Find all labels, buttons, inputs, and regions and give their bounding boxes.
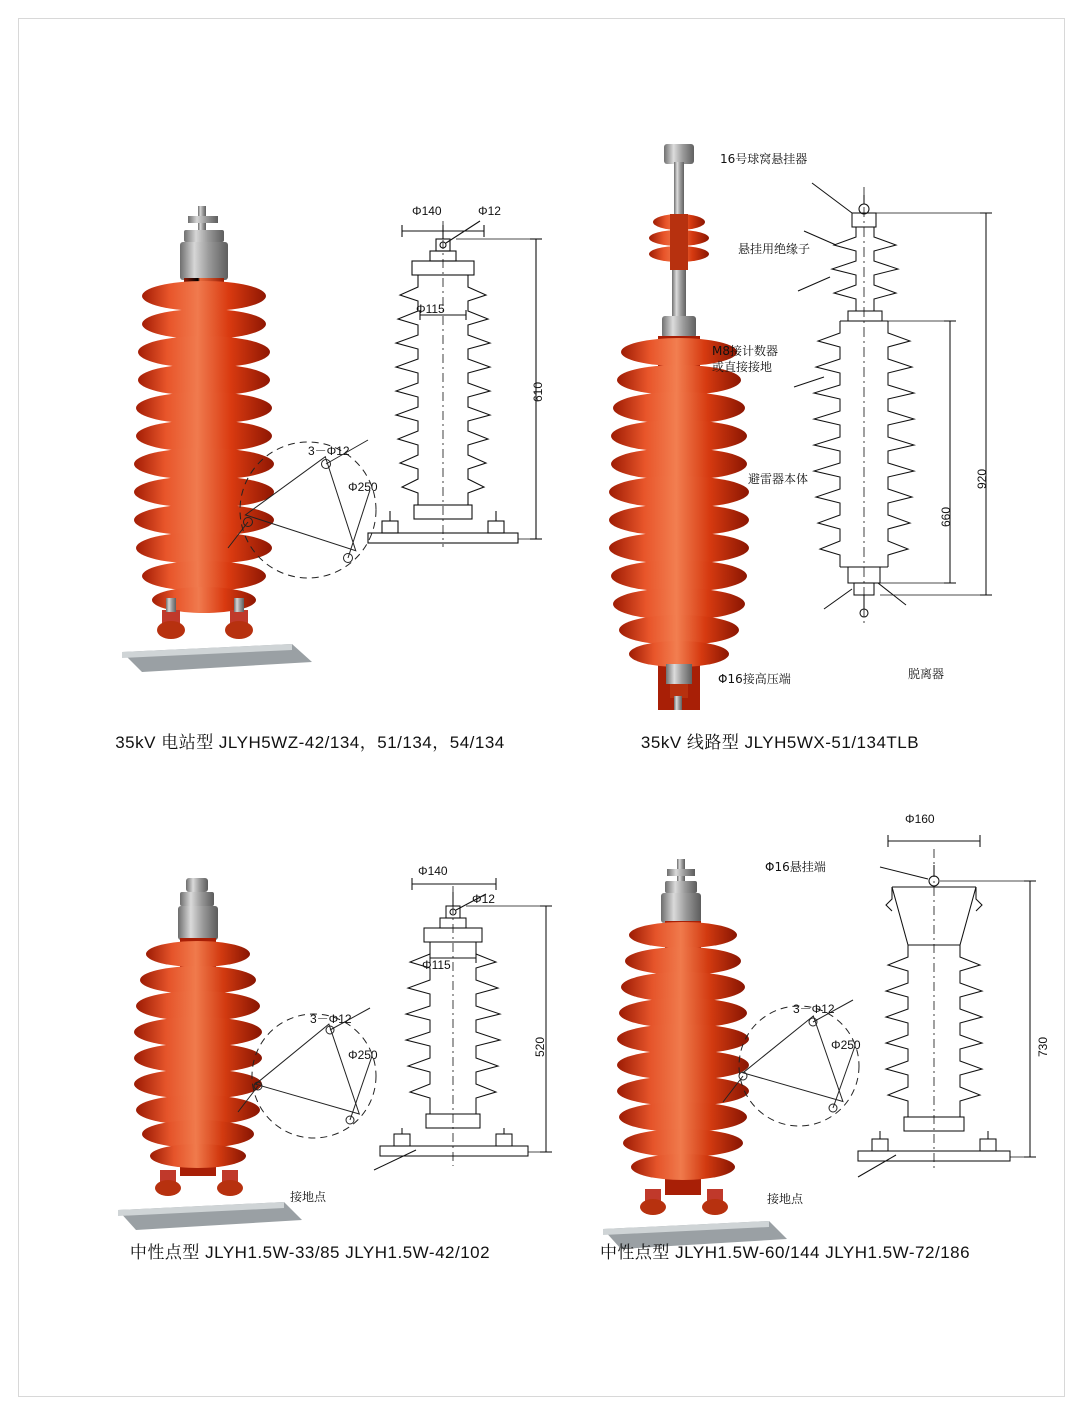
dim-base-circle-q3: Φ250 xyxy=(348,1048,378,1062)
dim-top-diameter-q3: Φ140 xyxy=(418,864,448,878)
dim-total-height-q2: 920 xyxy=(975,468,990,490)
figure-q2 xyxy=(560,120,1060,752)
dim-height-q3: 520 xyxy=(533,1036,548,1058)
label-suspension-insulator-q2: 悬挂用绝缘子 xyxy=(738,242,811,256)
figure-q3 xyxy=(60,850,580,1290)
caption-q2: 35kV 线路型 JLYH5WX-51/134TLB xyxy=(640,733,920,752)
caption-q3: 中性点型 JLYH1.5W-33/85 JLYH1.5W-42/102 xyxy=(129,1243,491,1262)
arrester-linedrawing-q2 xyxy=(790,165,1040,705)
label-ground-point-q3: 接地点 xyxy=(290,1190,327,1204)
label-m8-counter-line2-q2: 或直接接地 xyxy=(712,360,773,374)
arrester-linedrawing-q4 xyxy=(830,825,1060,1245)
label-hang-terminal-q4: Φ16悬挂端 xyxy=(765,860,826,874)
label-ground-point-q4: 接地点 xyxy=(767,1192,804,1206)
arrester-photo-q2 xyxy=(570,130,800,710)
dim-base-holes-q4: 3－Φ12 xyxy=(793,1002,835,1016)
dim-height-q4: 730 xyxy=(1036,1036,1051,1058)
figure-q4 xyxy=(555,800,1055,1290)
label-arrester-body-q2: 避雷器本体 xyxy=(748,472,809,486)
dim-base-circle-q4: Φ250 xyxy=(831,1038,861,1052)
dim-base-holes-q3: 3－Φ12 xyxy=(310,1012,352,1026)
dim-base-holes-q1: 3－Φ12 xyxy=(308,444,350,458)
caption-q1: 35kV 电站型 JLYH5WZ-42/134，51/134，54/134 xyxy=(115,733,505,752)
dim-body-height-q2: 660 xyxy=(939,506,954,528)
dim-top-diameter-q1: Φ140 xyxy=(412,204,442,218)
dim-bolt-hole-q3: Φ12 xyxy=(472,892,495,906)
label-hv-terminal-q2: Φ16接高压端 xyxy=(718,672,791,686)
label-disconnector-q2: 脱离器 xyxy=(908,667,945,681)
dim-top-diameter-q4: Φ160 xyxy=(905,812,935,826)
dim-bolt-hole-q1: Φ12 xyxy=(478,204,501,218)
dim-height-q1: 610 xyxy=(531,381,546,403)
arrester-linedrawing-q1 xyxy=(340,215,560,595)
dim-mid-diameter-q1: Φ115 xyxy=(416,302,445,316)
label-m8-counter-q2: M8接计数器 xyxy=(712,344,778,358)
dim-base-circle-q1: Φ250 xyxy=(348,480,378,494)
dim-mid-diameter-q3: Φ115 xyxy=(422,958,451,972)
caption-q4: 中性点型 JLYH1.5W-60/144 JLYH1.5W-72/186 xyxy=(599,1243,971,1262)
label-ball-socket-hanger-q2: 16号球窝悬挂器 xyxy=(720,152,808,166)
figure-q1 xyxy=(60,180,580,752)
